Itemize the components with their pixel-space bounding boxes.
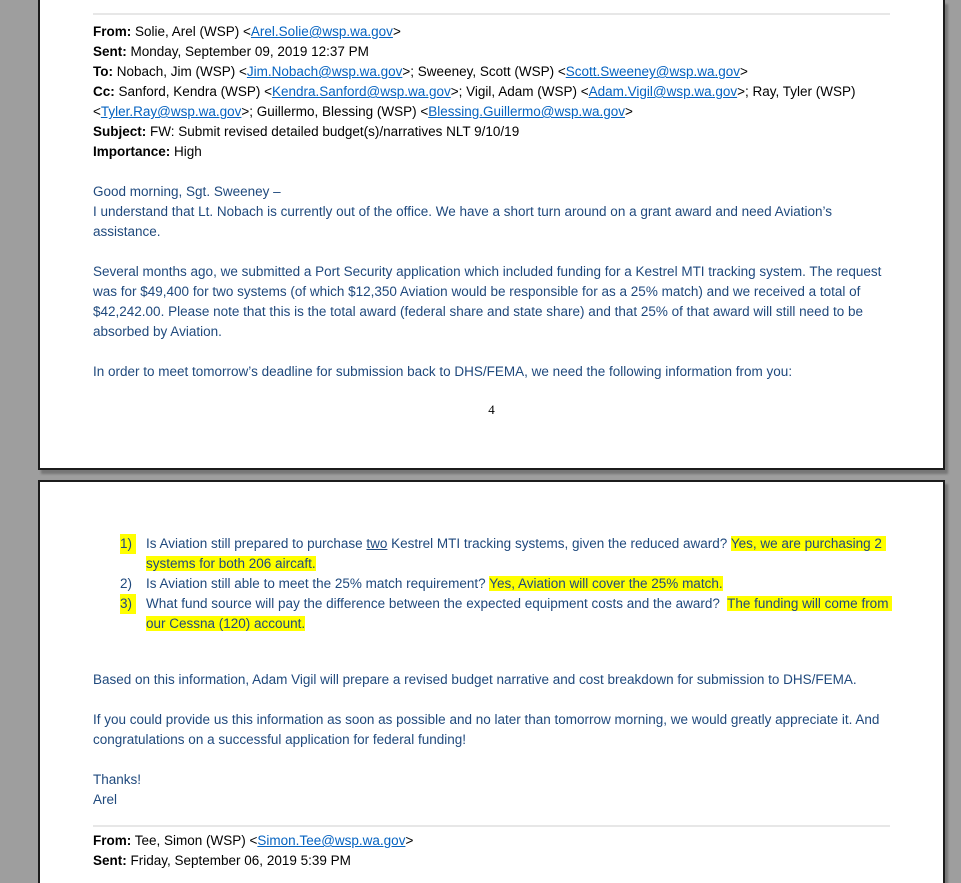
cc-email-link-2[interactable]: Adam.Vigil@wsp.wa.gov bbox=[588, 84, 738, 99]
question-2-marker: 2) bbox=[120, 576, 136, 591]
cc-email-link-4[interactable]: Blessing.Guillermo@wsp.wa.gov bbox=[428, 104, 625, 119]
question-1-text-cont: Kestrel MTI tracking systems, given the reduced award? bbox=[387, 536, 731, 551]
question-1-answer-highlighted: Yes, we are purchasing 2 systems for both 206 aircaft. bbox=[146, 536, 886, 571]
question-3-marker: 3) bbox=[120, 594, 136, 614]
question-3-text: What fund source will pay the difference between the expected equipment costs and the award? bbox=[146, 596, 728, 611]
cc-label: Cc: bbox=[93, 84, 115, 99]
page-2-content bbox=[40, 482, 943, 871]
question-1-underlined-word: two bbox=[366, 536, 388, 551]
email-header-to bbox=[93, 62, 890, 82]
from-email-link[interactable]: Arel.Solie@wsp.wa.gov bbox=[250, 24, 393, 39]
quoted-email-header bbox=[93, 831, 890, 871]
email-header-cc bbox=[93, 82, 890, 122]
email-separator-rule bbox=[93, 825, 890, 827]
blank-line bbox=[93, 242, 890, 262]
to-email-link-1[interactable]: Jim.Nobach@wsp.wa.gov bbox=[246, 64, 403, 79]
page-1-content bbox=[40, 13, 943, 420]
body-paragraph-1: I understand that Lt. Nobach is currently out of the office. We have a short turn around on a grant award and need Aviation’s assistance. bbox=[93, 204, 836, 239]
page-number: 4 bbox=[488, 402, 495, 417]
from-value-end: > bbox=[405, 833, 414, 848]
blank-line bbox=[93, 342, 890, 362]
to-label: To: bbox=[93, 64, 113, 79]
cc-email-link-3[interactable]: Tyler.Ray@wsp.wa.gov bbox=[100, 104, 242, 119]
subject-label: Subject: bbox=[93, 124, 147, 139]
to-value-end: > bbox=[740, 64, 748, 79]
cc-value-mid-2: >; Ray, Tyler (WSP) < bbox=[93, 84, 860, 119]
quoted-header-from bbox=[93, 831, 890, 851]
sent-value: Friday, September 06, 2019 5:39 PM bbox=[126, 853, 351, 868]
quoted-header-sent bbox=[93, 851, 890, 871]
question-2-answer-highlighted: Yes, Aviation will cover the 25% match. bbox=[489, 576, 723, 591]
email-header bbox=[93, 22, 890, 162]
question-item-2 bbox=[93, 574, 890, 594]
body-paragraph-5: If you could provide us this information as soon as possible and no later than tomorrow morning, we would greatly appreciate it. And congratulations on a successful application for federal funding! bbox=[93, 712, 884, 747]
question-1-text: Is Aviation still prepared to purchase bbox=[146, 536, 367, 551]
from-label: From: bbox=[93, 24, 132, 39]
subject-value: FW: Submit revised detailed budget(s)/narratives NLT 9/10/19 bbox=[146, 124, 520, 139]
to-value: Nobach, Jim (WSP) < bbox=[113, 64, 247, 79]
cc-value-mid-1: >; Vigil, Adam (WSP) < bbox=[450, 84, 589, 99]
greeting-line: Good morning, Sgt. Sweeney – bbox=[93, 184, 281, 199]
question-item-1 bbox=[93, 534, 890, 574]
body-paragraph-4: Based on this information, Adam Vigil will prepare a revised budget narrative and cost breakdown for submission to DHS/FEMA. bbox=[93, 672, 857, 687]
sent-value: Monday, September 09, 2019 12:37 PM bbox=[126, 44, 369, 59]
question-item-3 bbox=[93, 594, 893, 634]
document-page-1 bbox=[38, 0, 945, 470]
cc-email-link-1[interactable]: Kendra.Sanford@wsp.wa.gov bbox=[271, 84, 451, 99]
to-value-mid: >; Sweeney, Scott (WSP) < bbox=[402, 64, 566, 79]
body-paragraph-3: In order to meet tomorrow’s deadline for submission back to DHS/FEMA, we need the following information from you: bbox=[93, 364, 793, 379]
question-1-marker: 1) bbox=[120, 534, 136, 554]
importance-label: Importance: bbox=[93, 144, 171, 159]
from-value: Solie, Arel (WSP) < bbox=[131, 24, 251, 39]
body-paragraph-2: Several months ago, we submitted a Port Security application which included funding for a Kestrel MTI tracking system. The request was for $49,400 for two systems (of which $12,350 Aviation would be responsible for as a 25% match) and we received a total of $42,242.00. Please note that this is the total award (federal share and state share) and that 25% of that award will still need to be absorbed by Aviation. bbox=[93, 264, 886, 339]
from-value: Tee, Simon (WSP) < bbox=[131, 833, 258, 848]
email-header-subject bbox=[93, 122, 890, 142]
signature-line: Arel bbox=[93, 792, 118, 807]
to-email-link-2[interactable]: Scott.Sweeney@wsp.wa.gov bbox=[565, 64, 741, 79]
email-header-sent bbox=[93, 42, 890, 62]
from-value-end: > bbox=[392, 24, 401, 39]
from-email-link[interactable]: Simon.Tee@wsp.wa.gov bbox=[257, 833, 406, 848]
question-2-text: Is Aviation still able to meet the 25% match requirement? bbox=[146, 576, 490, 591]
email-header-from bbox=[93, 22, 890, 42]
closing-line: Thanks! bbox=[93, 772, 142, 787]
question-3-answer-highlighted: The funding will come from our Cessna (120) account. bbox=[146, 596, 893, 631]
cc-value: Sanford, Kendra (WSP) < bbox=[114, 84, 272, 99]
cc-value-mid-3: >; Guillermo, Blessing (WSP) < bbox=[241, 104, 429, 119]
from-label: From: bbox=[93, 833, 132, 848]
sent-label: Sent: bbox=[93, 44, 127, 59]
importance-value: High bbox=[170, 144, 202, 159]
email-header-importance bbox=[93, 142, 890, 162]
cc-value-end: > bbox=[625, 104, 633, 119]
email-separator-rule bbox=[93, 13, 890, 15]
sent-label: Sent: bbox=[93, 853, 127, 868]
blank-line bbox=[93, 162, 890, 182]
document-page-2 bbox=[38, 480, 945, 883]
